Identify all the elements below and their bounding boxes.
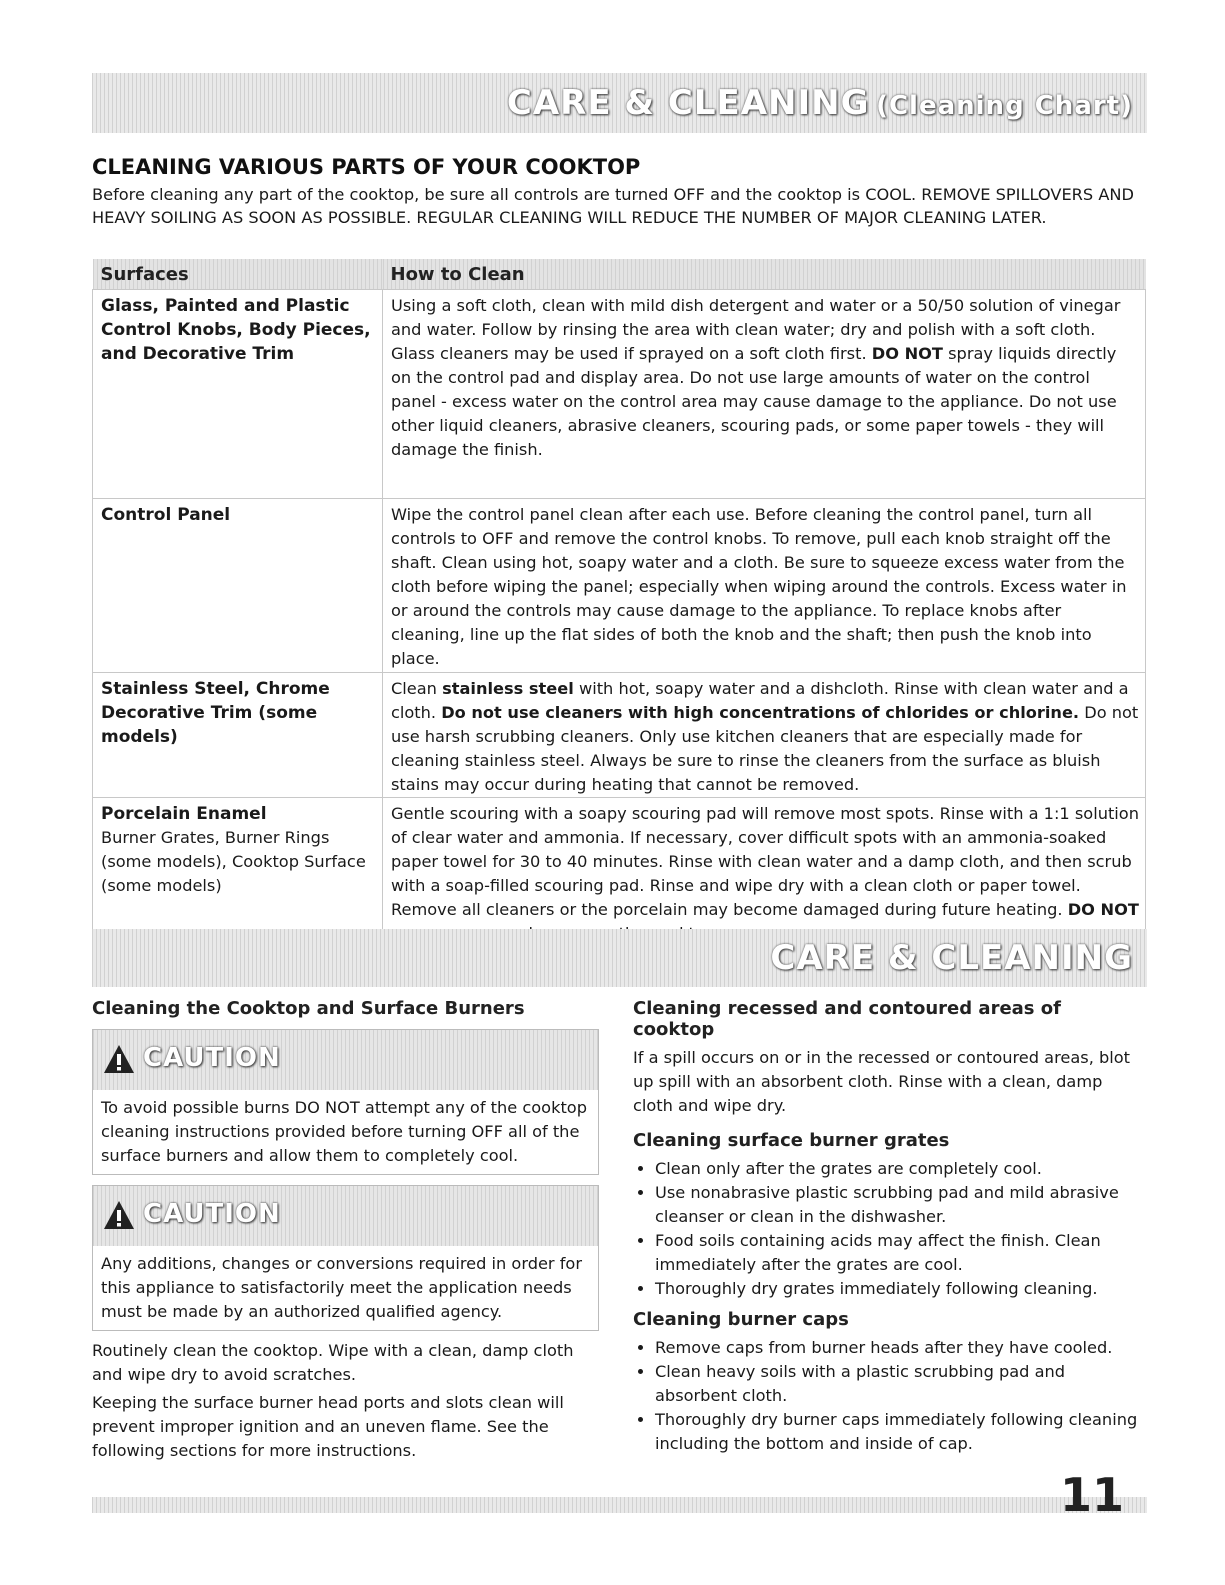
section-title [770, 938, 1133, 978]
how-text: Gentle scouring with a soapy scouring pad will remove most spots. Rinse with a 1:1 solution of clear water and ammonia. If necessary, cover difficult spots with an ammonia-soaked paper towel for 30 to 40 minutes. Rinse with clean water and a damp cloth, and then scrub with a soap-filled scouring pad. Rinse and wipe dry with a clean cloth or paper towel. Remove all cleaners or the porcelain may become damaged during future heating. [391, 804, 1139, 919]
chart-header-how: How to Clean [383, 259, 1146, 290]
surface-title: Stainless Steel, Chrome Decorative Trim (some models) [101, 679, 330, 747]
left-heading: Cleaning the Cooktop and Surface Burners [92, 998, 525, 1019]
cleaning-chart [92, 259, 1146, 948]
footer-rule [92, 1497, 1147, 1513]
right-heading: Cleaning burner caps [633, 1309, 849, 1330]
warning-icon [103, 1200, 135, 1230]
surface-cell [93, 499, 383, 673]
caps-list [633, 1336, 1143, 1456]
left-paragraph: Keeping the surface burner head ports and slots clean will prevent improper ignition and an uneven flame. See the following sections for more instructions. [92, 1393, 564, 1460]
surface-title: Control Panel [101, 505, 231, 525]
list-item: • Clean heavy soils with a plastic scrubbing pad and absorbent cloth. [655, 1360, 1143, 1408]
how-text-bold: Do not use cleaners with high concentrations of chlorides or chlorine. [441, 703, 1080, 722]
how-text: Do not use harsh scrubbing cleaners. Only use kitchen cleaners that are especially made for cleaning stainless steel. Always be sure to rinse the cleaners from the surface as bluish stains may occur during heating that cannot be removed. [391, 703, 1139, 794]
how-text-bold: DO NOT [871, 344, 943, 363]
how-cell [383, 499, 1146, 673]
caution-box [92, 1029, 599, 1175]
caution-label: CAUTION [143, 1043, 281, 1073]
chart-header-surfaces: Surfaces [93, 259, 383, 290]
chart-row [93, 673, 1146, 798]
caution-label: CAUTION [143, 1199, 281, 1229]
chart-row [93, 798, 1146, 948]
left-column [92, 998, 602, 1467]
surface-cell [93, 798, 383, 948]
surface-title: Porcelain Enamel [101, 804, 267, 824]
how-text: with hot, soapy water and a dishcloth. Rinse with clean water and a cloth. [391, 679, 1129, 722]
how-cell [383, 798, 1146, 948]
right-paragraph: If a spill occurs on or in the recessed or contoured areas, blot up spill with an absorbent cloth. Rinse with a clean, damp cloth and wipe dry. [633, 1048, 1131, 1115]
how-text-bold: stainless steel [442, 679, 574, 698]
how-text: Wipe the control panel clean after each use. Before cleaning the control panel, turn all controls to OFF and remove the control knobs. To remove, pull each knob straight off the shaft. Clean using hot, soapy water and a cloth. Be sure to squeeze excess water from the cloth before wiping the panel; especially when wiping around the controls. Excess water in or around the controls may cause damage to the appliance. To replace knobs after cleaning, line up the flat sides of both the knob and the shaft; then push the knob into place. [391, 505, 1127, 668]
caution-header [93, 1030, 598, 1090]
page-number: 11 [1060, 1468, 1125, 1522]
header-banner [92, 73, 1147, 133]
how-text-bold: DO NOT [1067, 900, 1139, 919]
right-heading: Cleaning surface burner grates [633, 1130, 950, 1151]
section-title-text: CARE & CLEANING [770, 938, 1133, 978]
list-item: • Thoroughly dry burner caps immediately following cleaning including the bottom and inside of cap. [655, 1408, 1143, 1456]
caution-box [92, 1185, 599, 1331]
header-title [507, 83, 1133, 123]
how-text: Using a soft cloth, clean with mild dish detergent and water or a 50/50 solution of vinegar and water. Follow by rinsing the area with clean water; dry and polish with a soft cloth. Glass cleaners may be used if sprayed on a soft cloth first. [391, 296, 1121, 363]
chart-row [93, 499, 1146, 673]
chart-row [93, 290, 1146, 499]
header-title-main: CARE & CLEANING [506, 83, 870, 123]
left-paragraph: Routinely clean the cooktop. Wipe with a clean, damp cloth and wipe dry to avoid scratches. [92, 1341, 574, 1384]
list-item: • Food soils containing acids may affect the finish. Clean immediately after the grates are cool. [655, 1229, 1143, 1277]
intro-text: Before cleaning any part of the cooktop, be sure all controls are turned OFF and the cooktop is COOL. REMOVE SPILLOVERS AND HEAVY SOILING AS SOON AS POSSIBLE. REGULAR CLEANING WILL REDUCE THE NUMBER OF MAJOR CLEANING LATER. [92, 185, 1134, 227]
how-cell [383, 673, 1146, 798]
surface-subtitle: Burner Grates, Burner Rings (some models), Cooktop Surface (some models) [101, 828, 366, 895]
how-text: spray liquids directly on the control pad and display area. Do not use large amounts of water on the control panel - excess water on the control area may cause damage to the appliance. Do not use other liquid cleaners, abrasive cleaners, scouring pads, or some paper towels - they will damage the finish. [391, 344, 1117, 459]
surface-cell [93, 673, 383, 798]
chart-header-row [93, 259, 1146, 290]
list-item: • Use nonabrasive plastic scrubbing pad and mild abrasive cleanser or clean in the dishwasher. [655, 1181, 1143, 1229]
surface-cell [93, 290, 383, 499]
list-item: • Thoroughly dry grates immediately following cleaning. [655, 1277, 1143, 1301]
section-banner [92, 929, 1147, 987]
header-title-sub: (Cleaning Chart) [876, 91, 1133, 121]
grates-list [633, 1157, 1143, 1301]
list-item: • Remove caps from burner heads after they have cooled. [655, 1336, 1143, 1360]
intro-heading: CLEANING VARIOUS PARTS OF YOUR COOKTOP [92, 155, 641, 179]
list-item: • Clean only after the grates are completely cool. [655, 1157, 1143, 1181]
how-text: Clean [391, 679, 437, 698]
right-heading: Cleaning recessed and contoured areas of cooktop [633, 998, 1061, 1040]
warning-icon [103, 1044, 135, 1074]
caution-text: To avoid possible burns DO NOT attempt any of the cooktop cleaning instructions provided before turning OFF all of the surface burners and allow them to completely cool. [101, 1098, 587, 1165]
caution-header [93, 1186, 598, 1246]
how-cell [383, 290, 1146, 499]
surface-title: Glass, Painted and Plastic Control Knobs, Body Pieces, and Decorative Trim [101, 296, 371, 364]
right-column [633, 998, 1143, 1462]
caution-text: Any additions, changes or conversions required in order for this appliance to satisfactorily meet the application needs must be made by an authorized qualified agency. [101, 1254, 582, 1321]
